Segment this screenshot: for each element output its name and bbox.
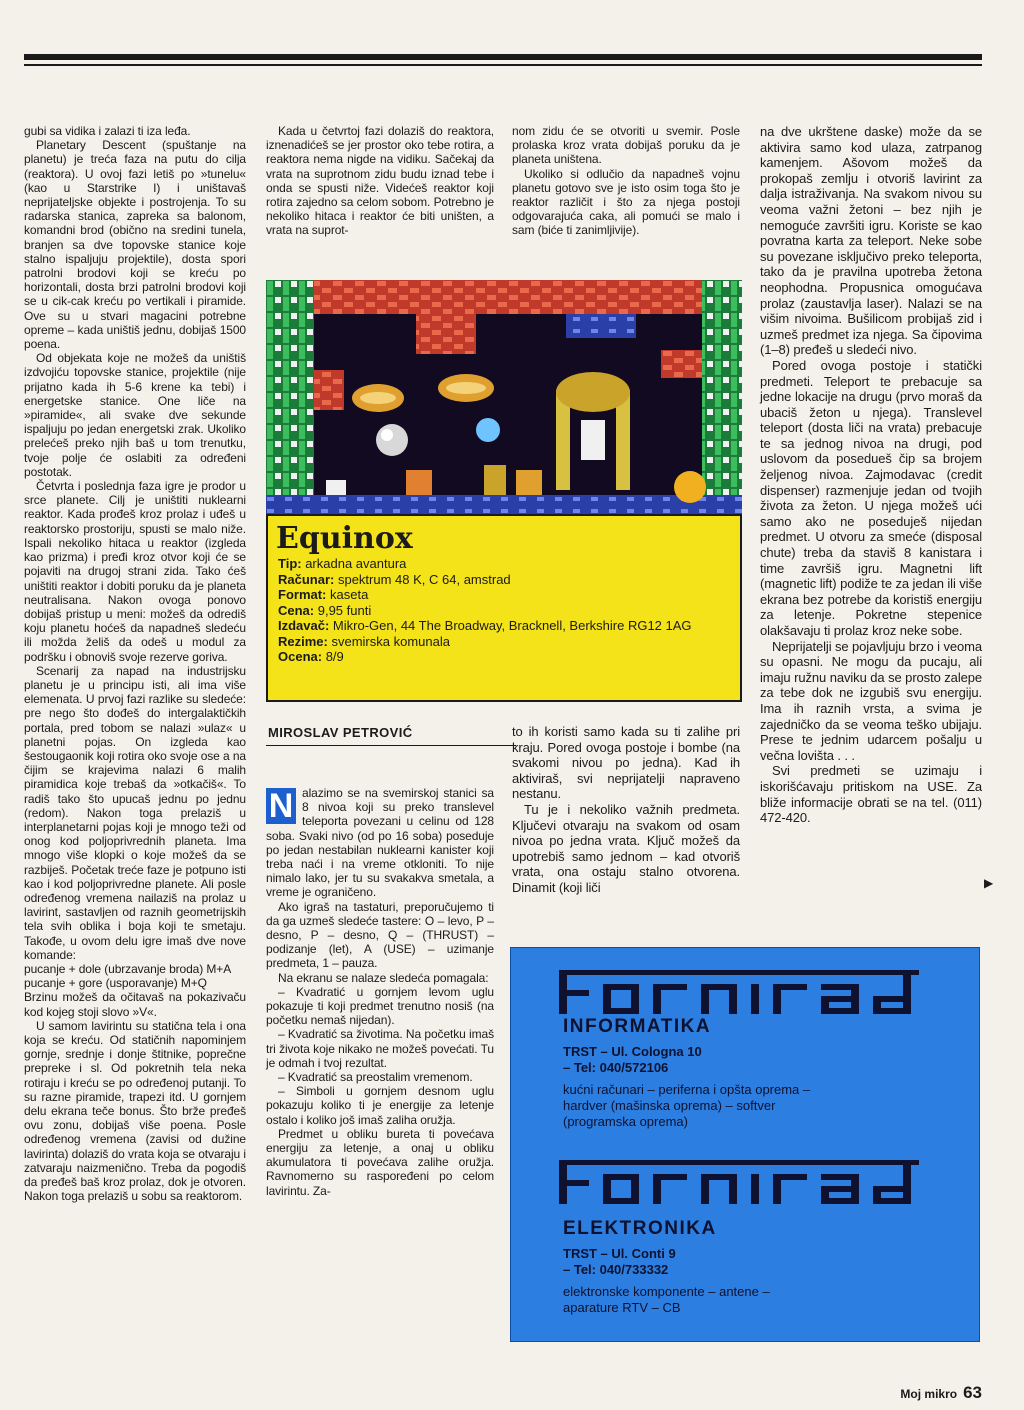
info-row: [278, 603, 730, 619]
info-value: 8/9: [322, 649, 344, 664]
info-value: arkadna avantura: [301, 556, 407, 571]
info-label: Format:: [278, 587, 327, 602]
paragraph: to ih koristi samo kada su ti zalihe pri kraju. Pored ovoga postoje i bombe (na svakomi nivou po jedna). Kad ih aktiviraš, svi neprijatelji napraveno nestanu.: [512, 724, 740, 802]
paragraph: pucanje + gore (usporavanje) M+Q: [24, 976, 207, 991]
info-row: [278, 556, 730, 572]
info-label: Ocena:: [278, 649, 323, 664]
page-footer: [900, 1383, 982, 1403]
drop-cap: N: [266, 788, 296, 824]
paragraph: U samom lavirintu su statična tela i ona koja se kreću. Od statičnih napominjem gornje, srednje i donje štitnike, poprečne prepreke i sl. Od pokretnih tela neka rotiraju i kreću se po određenoj putanji. To su razne piramide, trapezi itd. U gornjem delu ekrana teče bonus. Što brže pređeš ovu zonu, dobijaš više poena. Posle određenog vremena (zavisi od dužine lavirinta) dolaziš do vrata koja se otvaraju i zatvaraju naizmenično. Treba da pogodiš da pređeš baš kroz prolaz, dok je otvoren. Nakon toga prelaziš u sobu sa reaktorom.: [24, 1018, 246, 1204]
ad-phone: – Tel: 040/733332: [563, 1262, 669, 1277]
paragraph: Ukoliko si odlučio da napadneš vojnu planetu gotovo sve je isto osim toga što je reaktor različit i što za njega postoji odgovarajuća caka, ali pomući se malo i sam (biće ti zanimljivije).: [512, 166, 740, 238]
paragraph: Brzinu možeš da očitavaš na pokazivaču kod kojeg stoji slovo »V«.: [24, 990, 246, 1019]
ad-description: kućni računari – periferna i opšta oprema – hardver (mašinska oprema) – softver (programska oprema): [563, 1082, 811, 1129]
info-label: Tip:: [278, 556, 302, 571]
page-number: 63: [963, 1383, 982, 1402]
paragraph: Četvrta i poslednja faza igre je prodor u srce planete. Cilj je uništiti nuklearni reaktor. Kada prođeš kroz prolaz i uđeš u reaktorsko prostoriju, spusti se malo niže. Ispali nekoliko hitaca u reaktor (izgleda kao prizma) i pređi kroz otvor koji će se pojaviti na drugoj strani zida. Tako ćeš uništiti reaktor i dobiti poruku da je planeta neutralisana. Nakon ovoga ponovo dobijaš pristup u meni: možeš da odrediš koju planetu hoćeš da napadneš sledeću ili možda želiš da odeš u modul za podršku i obnoviš svoje rezerve goriva.: [24, 479, 246, 664]
paragraph: Ako igraš na tastaturi, preporučujemo ti da ga uzmeš sledeće tastere: O – levo, P – desno, P – desno, Q – (THRUST) – podizanje (let), A (USE) – uzimanje predmeta, 1 – pauza.: [266, 899, 494, 971]
author-rule: [266, 745, 516, 746]
paragraph: Svi predmeti se uzimaju i iskorišćavaju pritiskom na USE. Za bliže informacije obrati se na tel. (011) 472-420.: [760, 763, 982, 826]
paragraph: – Kvadratić sa životima. Na početku imaš tri života koje nikako ne možeš povećati. Tu je odmah i tvoj rezultat.: [266, 1027, 494, 1070]
paragraph: Scenarij za napad na industrijsku planetu je u principu isti, ali ima više elemenata. U prvoj fazi razlike su sledeće: pre nego što dođeš do intergalaktičkih portala, pred tobom se nalazi »ulaz« u planetni pojas. On izgleda kao šestougaonik koji rotira oko svoje ose a na čijim se krajevima nalazi 6 malih piramidica koje trebaš da »otkačiš«. To radiš tako što upucaš jednu po jednu (redom). Nakon toga prelaziš u interplanetarni pojas koji je mnogo teži od onog kod poljoprivrednih planeta. Ima mnogo više klopki o koje možeš da se razbiješ. Početak treće faze je potpuno isti kao i kod poljoprivredne planete. Ali posle određenog vremena nailaziš na prolaz u lavirint, sastavljen od raznih geometrijskih tela svih oblika i boja koji te smetaju. Takođe, u ovom delu igre imaš dve nove komande:: [24, 663, 246, 962]
info-value: spektrum 48 K, C 64, amstrad: [334, 571, 511, 587]
magazine-name: Moj mikro: [900, 1387, 958, 1401]
article-author: MIROSLAV PETROVIĆ: [268, 725, 413, 740]
paragraph: Kada u četvrtoj fazi dolaziš do reaktora, iznenadićeš se jer prostor oko tebe rotira, a reaktora nema nigde na vidiku. Sačekaj da vrata na suprotnom zidu budu iznad tebe i onda se spusti niže. Videćeš reaktor koji rotira zajedno sa celom sobom. Potrebno je nekoliko hitaca i reaktor će biti uništen, a vrata na suprot-: [266, 124, 494, 238]
fornirad-logo: [559, 970, 919, 1014]
paragraph: Neprijatelji se pojavljuju brzo i veoma su opasni. Ne mogu da pucaju, ali imaju ružnu naviku da se prosto zalepe za tebe dok ne izgubiš svu energiju. Ima ih raznih vrsta, a svima je zajedničko da se veoma teško ubijaju. Prese te jednim udarcem pošalju u večna lovišta . . .: [760, 638, 982, 763]
paragraph: – Simboli u gornjem desnom uglu pokazuju koliko ti je energije za letenje ostalo i koliko još imaš zaliha oružja.: [266, 1084, 494, 1127]
paragraph: Na ekranu se nalaze sledeća pomagala:: [278, 970, 489, 985]
paragraph: Planetary Descent (spuštanje na planetu) je treća faza na putu do cilja (reaktora). U ovoj fazi letiš po »tunelu« (kao u Starstrike I) i uništavaš neprijateljske objekte i postrojenja. To su radarska stanica, zapreka sa balonom, komandni brod (obično na sredini tunela, branjen sa dve topovske stanice koje stalno ispaljuju projektile), dosta spori patrolni brodovi koji se kreću po horizontali, dosta brzi patrolni brodovi koji se u cik-cak kreću po vertikali i piramide. Ove su u stvari magacini potrebne opreme – kada uništiš jednu, dobijaš 1500 poena.: [24, 138, 246, 352]
info-row: [278, 634, 730, 650]
column-3-bottom: [512, 724, 740, 896]
game-screenshot: [266, 280, 742, 517]
ad-phone: – Tel: 040/572106: [563, 1060, 669, 1075]
info-row: [278, 618, 730, 634]
top-rule-thin: [24, 64, 982, 66]
paragraph: na dve ukrštene daske) može da se aktivira samo kod ulaza, zatrpanog kamenjem. Ašovom možeš da prokopaš zemlju i otvoriš lavirint za dalja istraživanja. Na svakom nivou su veoma važni žetoni – bez njih je nemoguće završiti igru. Koriste se kao povratna karta za teleport. Neke sobe su povezane isključivo preko teleporta, tako da je pravilna upotreba žetona neophodna. Propusnica omogućava prolaz (zaustavlja laser). Nalazi se na višim nivoima. Bušilicom probijaš zid i uzmeš predmet iza njega. Sa čipovima (1–8) pređeš u sledeći nivo.: [760, 124, 982, 358]
paragraph: gubi sa vidika i zalazi ti iza leđa.: [24, 124, 191, 138]
paragraph: Pored ovoga postoje i statički predmeti. Teleport te prebacuje sa jedne lokacije na drugu (prvo moraš da ubaciš žeton u njega). Translevel teleport (dosta liči na vrata) prebacuje te sa jednog nivoa na drugi, pod uslovom da posedueš čip sa brojem željenog nivoa. Zajmodavac (credit dispenser) razmenjuje jedan od tvojih života za žeton. U njega možeš ući samo ako ne poseduješ nijedan predmet. U otvoru za smeće (disposal chute) treba da staviš 8 kanistara i time završiš igru. Magnetni lift (magnetic lift) podiže te za jedan ili više ekrana bez potrebe da koristiš energiju za letenje. Pokretne stepenice olakšavaju ti prolaz kroz neke sobe.: [760, 357, 982, 638]
column-4: [760, 124, 982, 826]
paragraph: Predmet u obliku bureta ti povećava energiju za letenje, a onaj u obliku akumulatora ti povećava zalihe oružja. Ravnomerno su raspoređeni po celom lavirintu. Za-: [266, 1126, 494, 1198]
ad-address: TRST – Ul. Conti 9: [563, 1246, 676, 1261]
ad-section-title: INFORMATIKA: [563, 1016, 712, 1037]
continue-arrow: ▶: [984, 876, 994, 890]
info-row: [278, 587, 730, 603]
info-label: Cena:: [278, 602, 315, 618]
paragraph: – Kvadratić u gornjem levom uglu pokazuje ti koji predmet trenutno nosiš (na početku nemaš nijedan).: [266, 984, 494, 1028]
info-value: 9,95 funti: [314, 602, 372, 618]
ad-description: elektronske komponente – antene – aparature RTV – CB: [563, 1284, 770, 1315]
ad-address: TRST – Ul. Cologna 10: [563, 1044, 702, 1059]
ad-section-title: ELEKTRONIKA: [563, 1218, 717, 1239]
paragraph: pucanje + dole (ubrzavanje broda) M+A: [24, 961, 232, 976]
info-row: [278, 649, 730, 665]
info-label: Računar:: [278, 571, 335, 587]
paragraph: – Kvadratić sa preostalim vremenom.: [278, 1070, 473, 1085]
paragraph: Od objekata koje ne možeš da uništiš izdvojiću topovske stanice, projektile (nije prijatno kada ih 5-6 krene ka tebi) i energetske stanice. One liče na »piramide«, ali svake dve sekunde ispaljuju po jedan energetski zrak. Ukoliko prelećeš preko njih baš u tom trenutku, tvoje polje će oslabiti za određeni postotak.: [24, 351, 246, 479]
paragraph: Tu je i nekoliko važnih predmeta. Ključevi otvaraju na svakom od osam nivoa po jedna vrata. Ključ možeš da upotrebiš samo jednom – kad otvoriš vrata, ona ostaju stalno otvorena. Dinamit (koji liči: [512, 801, 740, 895]
game-info-box: [266, 514, 742, 702]
info-value: svemirska komunala: [327, 633, 450, 649]
fornirad-advertisement: [510, 947, 980, 1342]
info-value: kaseta: [326, 587, 369, 602]
column-2-bottom: [266, 786, 494, 1198]
top-rule: [24, 54, 982, 60]
fornirad-logo: [559, 1160, 919, 1204]
paragraph: nom zidu će se otvoriti u svemir. Posle prolaska kroz vrata dobijaš poruku da je planeta uništena.: [512, 124, 740, 167]
game-title: Equinox: [276, 521, 413, 556]
column-2-top: [266, 124, 494, 238]
column-1: [24, 124, 246, 1203]
info-row: [278, 572, 730, 588]
info-value: Mikro-Gen, 44 The Broadway, Bracknell, Berkshire RG12 1AG: [329, 618, 692, 633]
lead-text: alazimo se na svemirskoj stanici sa 8 nivoa koji su preko translevel teleporta povezani u celinu od 128 soba. Svaki nivo (od po 16 soba) poseduje po jedan nestabilan nuklearni kanister koji treba naći i na vreme otkloniti. To nije nimalo lako, jer tu su svakakva smetala, a vreme je ograničeno.: [266, 786, 494, 900]
paragraph: [266, 786, 494, 900]
info-label: Izdavač:: [278, 618, 330, 633]
info-label: Rezime:: [278, 633, 328, 649]
column-3-top: [512, 124, 740, 238]
